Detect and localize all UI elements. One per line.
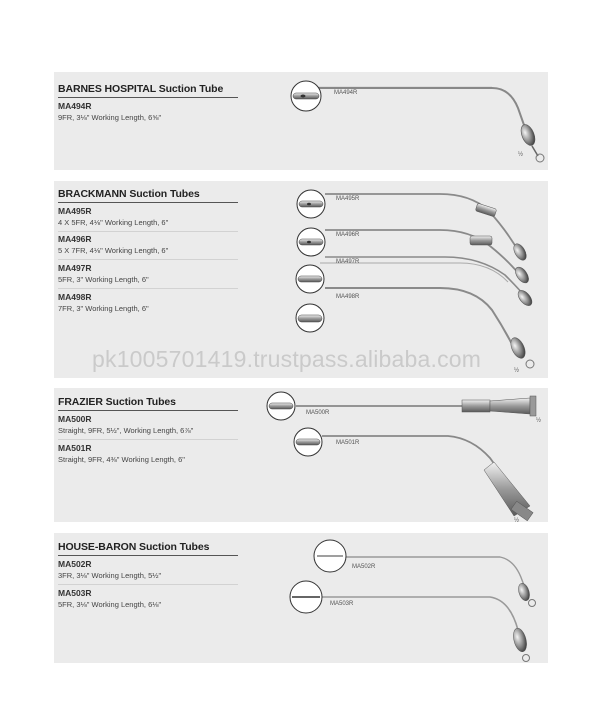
product-code: MA501R: [58, 443, 92, 453]
scale-mark: ½: [514, 368, 520, 374]
section-title-frazier: FRAZIER Suction Tubes: [58, 396, 176, 408]
frazier-501-drawing: [294, 428, 533, 521]
illustration-label: MA497R: [336, 259, 360, 265]
illustration-label: MA500R: [306, 410, 330, 416]
section-rule: [58, 202, 238, 203]
illustration-label: MA503R: [330, 601, 354, 607]
item-divider: [58, 584, 238, 585]
product-desc: 5FR, 3" Working Length, 6": [58, 275, 149, 284]
section-title-barnes: BARNES HOSPITAL Suction Tube: [58, 83, 224, 95]
item-divider: [58, 288, 238, 289]
scale-mark: ½: [518, 152, 524, 158]
illustration-label: MA495R: [336, 196, 360, 202]
product-desc: 4 X 5FR, 4⅛" Working Length, 6": [58, 218, 169, 227]
illustration-label: MA501R: [336, 440, 360, 446]
product-code: MA495R: [58, 206, 92, 216]
illustration-label: MA502R: [352, 564, 376, 570]
section-rule: [58, 97, 238, 98]
product-desc: 3FR, 3⅛" Working Length, 5½": [58, 571, 162, 580]
product-desc: 9FR, 3⅛" Working Length, 6⅝": [58, 113, 162, 122]
product-desc: Straight, 9FR, 4⅜" Working Length, 6": [58, 455, 185, 464]
section-rule: [58, 410, 238, 411]
section-rule: [58, 555, 238, 556]
product-desc: 5 X 7FR, 4⅛" Working Length, 6": [58, 246, 169, 255]
product-code: MA494R: [58, 101, 92, 111]
section-title-house-baron: HOUSE-BARON Suction Tubes: [58, 541, 210, 553]
item-divider: [58, 259, 238, 260]
product-code: MA503R: [58, 588, 92, 598]
product-code: MA497R: [58, 263, 92, 273]
scale-mark: ½: [514, 518, 520, 524]
barnes-tube-drawing: [291, 81, 544, 162]
illustration-label: MA496R: [336, 232, 360, 238]
illustration-label: MA498R: [336, 294, 360, 300]
illustration-label: MA494R: [334, 90, 358, 96]
item-divider: [58, 439, 238, 440]
product-desc: 7FR, 3" Working Length, 6": [58, 304, 149, 313]
product-desc: 5FR, 3⅛" Working Length, 6⅛": [58, 600, 162, 609]
product-code: MA496R: [58, 234, 92, 244]
product-code: MA498R: [58, 292, 92, 302]
house-baron-503-drawing: [290, 581, 530, 662]
product-desc: Straight, 9FR, 5½", Working Length, 6⅞": [58, 426, 194, 435]
section-title-brackmann: BRACKMANN Suction Tubes: [58, 188, 200, 200]
item-divider: [58, 231, 238, 232]
brackmann-495-drawing: [297, 190, 529, 262]
brackmann-497-drawing: [296, 257, 535, 308]
watermark-text: pk1005701419.trustpass.alibaba.com: [92, 346, 482, 372]
product-code: MA502R: [58, 559, 92, 569]
product-code: MA500R: [58, 414, 92, 424]
scale-mark: ½: [536, 418, 542, 424]
